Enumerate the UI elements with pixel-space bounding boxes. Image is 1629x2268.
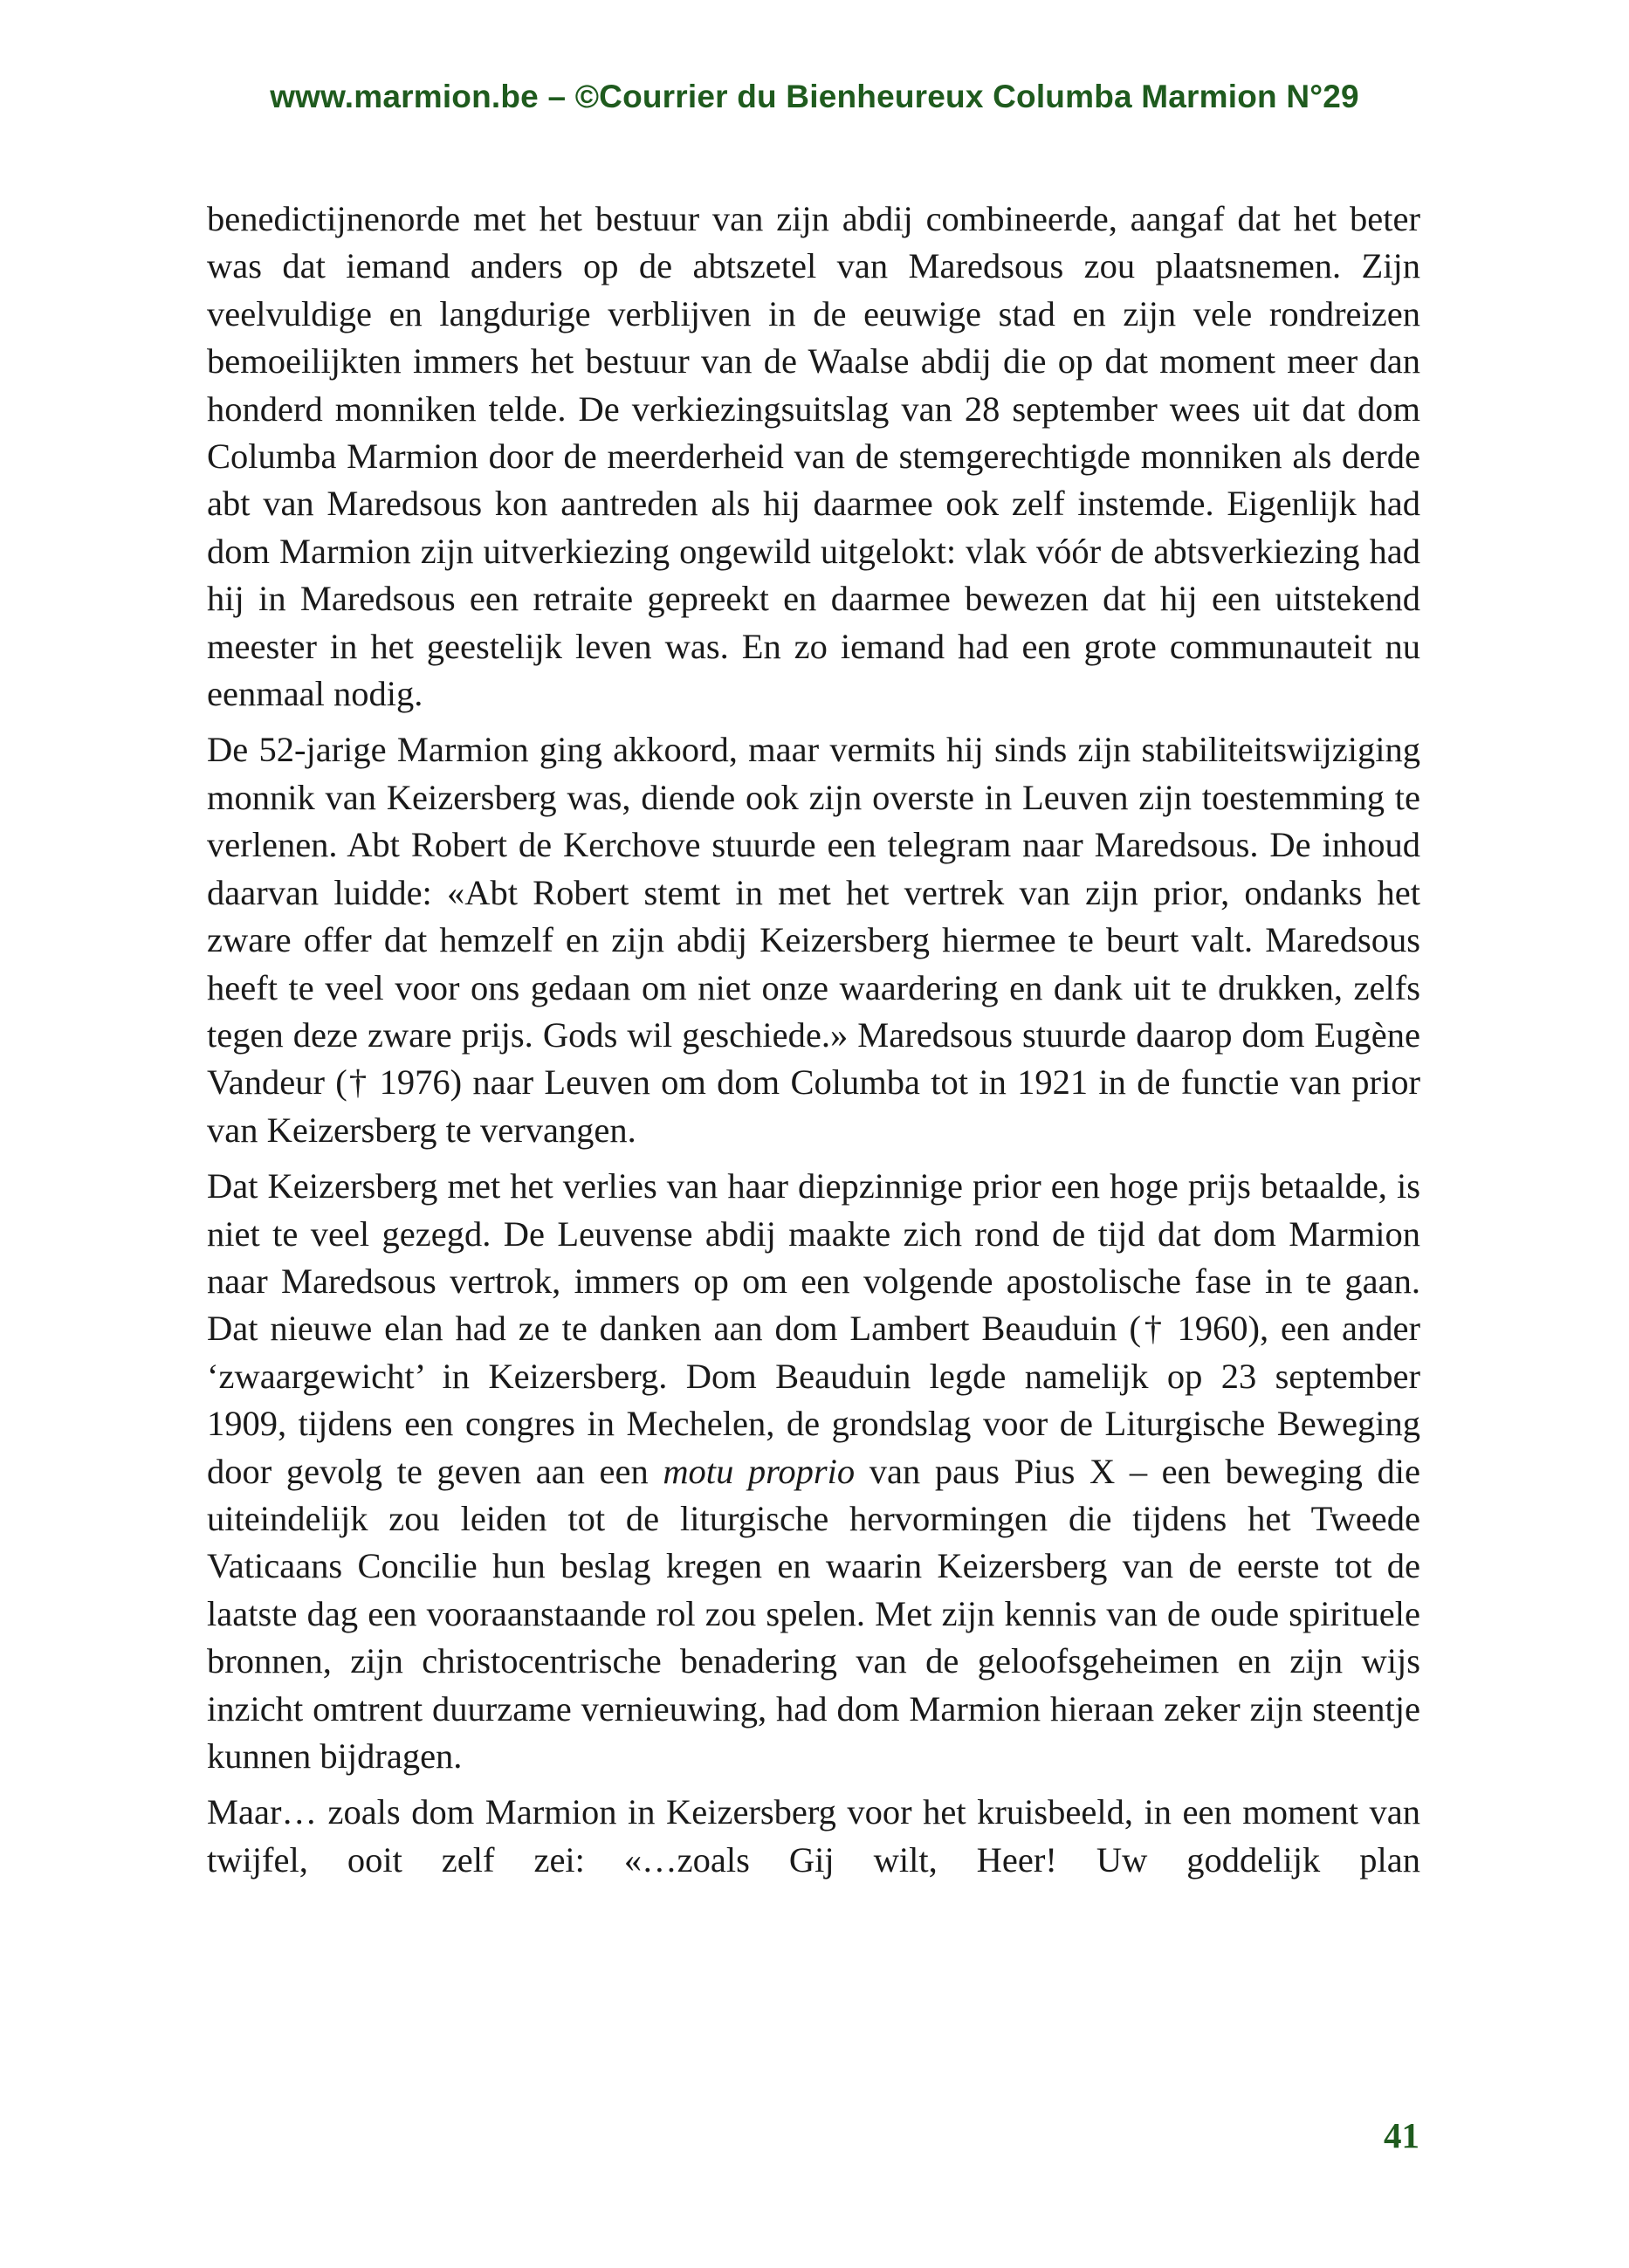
paragraph-3-part-1: Dat Keizersberg met het verlies van haar diepzinnige prior een hoge prijs betaalde, is niet te veel gezegd. De Leuvense abdij maakte zich rond de tijd dat dom Marmion naar Maredsous vertrok, immers op om een volgende apostolische fase in te gaan. Dat nieuwe elan had ze te danken aan dom Lambert Beauduin († 1960), een ander ‘zwaargewicht’ in Keizersberg. Dom Beauduin legde namelijk op 23 september 1909, tijdens een congres in Mechelen, de grondslag voor de Liturgische Beweging door gevolg te geven aan een [207,1166,1420,1491]
page-number: 41 [1384,2115,1419,2155]
paragraph-3 [207,1163,1420,1780]
italic-term: motu proprio [663,1451,856,1491]
paragraph-1: benedictijnenorde met het bestuur van zijn abdij combineerde, aangaf dat het beter was dat iemand anders op de abtszetel van Maredsous zou plaatsnemen. Zijn veelvuldige en langdurige verblijven in de eeuwige stad en zijn vele rondreizen bemoeilijkten immers het bestuur van de Waalse abdij die op dat moment meer dan honderd monniken telde. De verkiezingsuitslag van 28 september wees uit dat dom Columba Marmion door de meerderheid van de stemgerechtigde monniken als derde abt van Maredsous kon aantreden als hij daarmee ook zelf instemde. Eigenlijk had dom Marmion zijn uitverkiezing ongewild uitgelokt: vlak vóór de abtsverkiezing had hij in Maredsous een retraite gepreekt en daarmee bewezen dat hij een uitstekend meester in het geestelijk leven was. En zo iemand had een grote communauteit nu eenmaal nodig. [207,199,1420,714]
paragraph-2: De 52-jarige Marmion ging akkoord, maar vermits hij sinds zijn stabiliteitswijziging monnik van Keizersberg was, diende ook zijn overste in Leuven zijn toestemming te verlenen. Abt Robert de Kerchove stuurde een telegram naar Maredsous. De inhoud daarvan luidde: «Abt Robert stemt in met het vertrek van zijn prior, ondanks het zware offer dat hemzelf en zijn abdij Keizersberg hiermee te beurt valt. Maredsous heeft te veel voor ons gedaan om niet onze waardering en dank uit te drukken, zelfs tegen deze zware prijs. Gods wil geschiede.» Maredsous stuurde daarop dom Eugène Vandeur († 1976) naar Leuven om dom Columba tot in 1921 in de functie van prior van Keizersberg te vervangen. [207,730,1420,1150]
body-text [207,196,1420,1893]
paragraph-3-part-2: van paus Pius X – een beweging die uiteindelijk zou leiden tot de liturgische hervormingen die tijdens het Tweede Vaticaans Concilie hun beslag kregen en waarin Keizersberg van de eerste tot de laatste dag een vooraanstaande rol zou spelen. Met zijn kennis van de oude spirituele bronnen, zijn christocentrische benadering van de geloofsgeheimen en zijn wijs inzicht omtrent duurzame vernieuwing, had dom Marmion hieraan zeker zijn steentje kunnen bijdragen. [207,1451,1420,1776]
paragraph-4: Maar… zoals dom Marmion in Keizersberg voor het kruisbeeld, in een moment van twijfel, ooit zelf zei: «…zoals Gij wilt, Heer! Uw goddelijk plan [207,1792,1420,1880]
running-header: www.marmion.be – ©Courrier du Bienheureux Columba Marmion N°29 [270,79,1359,114]
